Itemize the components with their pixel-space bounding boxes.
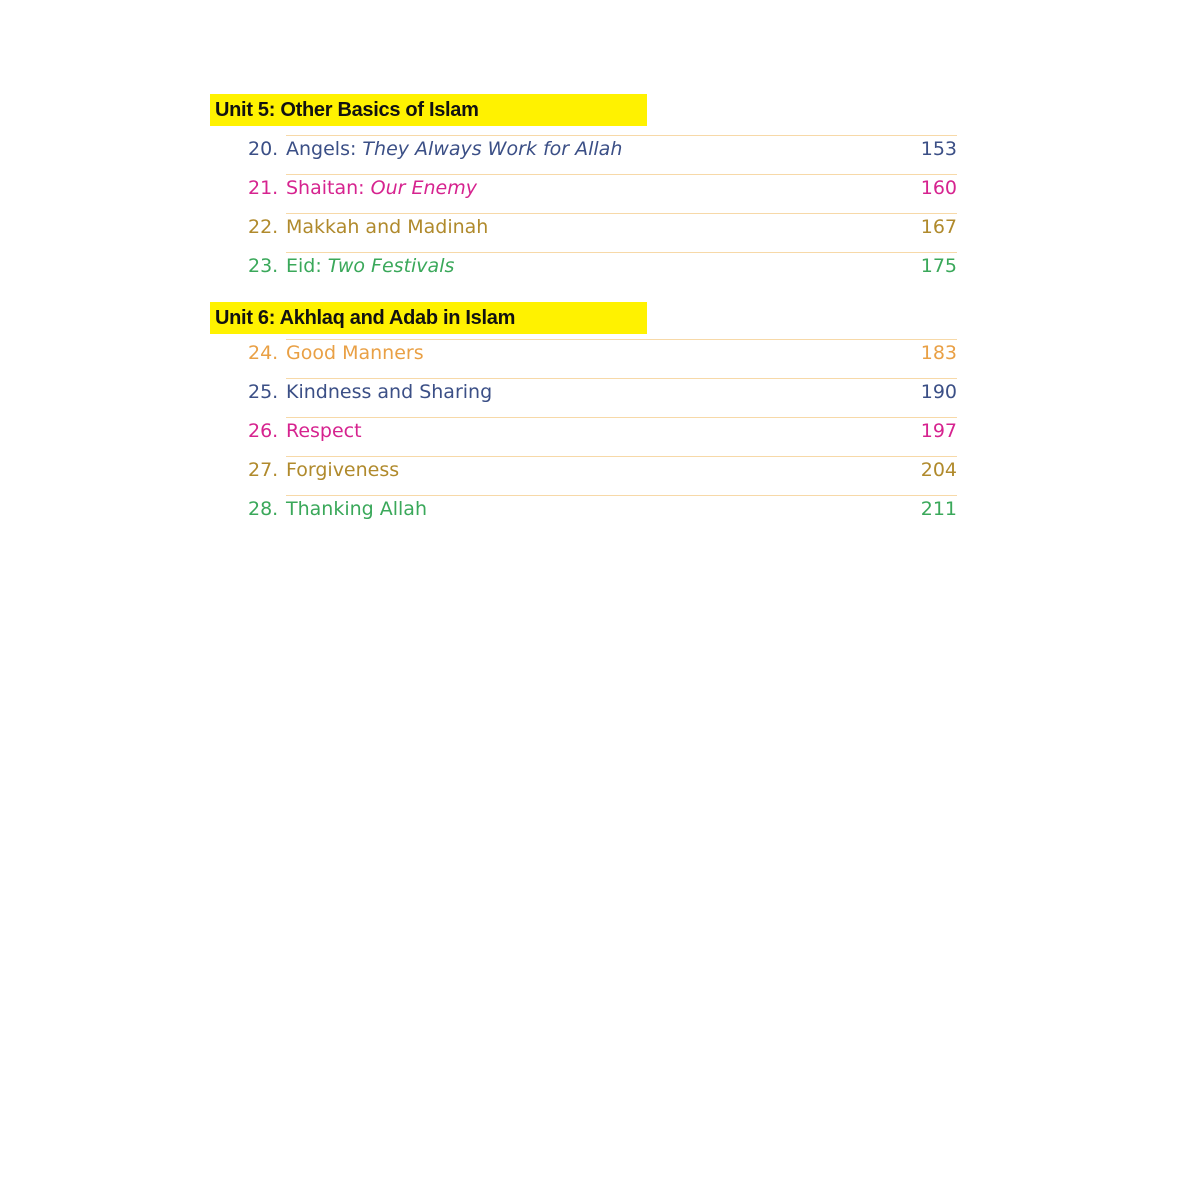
entry-page-number: 160 (920, 177, 957, 199)
entry-number: 21. (248, 177, 279, 199)
entry-title-main: Respect (286, 420, 362, 442)
entry-page-number: 190 (920, 381, 957, 403)
toc-entry[interactable] (210, 174, 970, 213)
entry-title-main: Good Manners (286, 342, 424, 364)
entry-divider (286, 213, 957, 214)
entry-number: 24. (248, 342, 279, 364)
toc-entry[interactable] (210, 213, 970, 252)
toc-entry[interactable] (210, 378, 970, 417)
entry-number: 23. (248, 255, 279, 277)
entry-number: 28. (248, 498, 279, 520)
unit-header: Unit 5: Other Basics of Islam (210, 94, 647, 126)
entry-number: 26. (248, 420, 279, 442)
entry-page-number: 167 (920, 216, 957, 238)
entry-divider (286, 495, 957, 496)
entry-title-main: Kindness and Sharing (286, 381, 493, 403)
entry-divider (286, 456, 957, 457)
entry-divider (286, 378, 957, 379)
toc-entry[interactable] (210, 495, 970, 534)
entry-divider (286, 174, 957, 175)
entry-title-main: Angels: (286, 138, 363, 160)
entry-title (286, 497, 427, 521)
entry-page-number: 183 (920, 342, 957, 364)
unit-header: Unit 6: Akhlaq and Adab in Islam (210, 302, 647, 334)
entry-title (286, 137, 622, 161)
toc-entry[interactable] (210, 135, 970, 174)
entry-title (286, 176, 477, 200)
entry-divider (286, 417, 957, 418)
toc-entry[interactable] (210, 456, 970, 495)
entry-page-number: 175 (920, 255, 957, 277)
entry-title-main: Eid: (286, 255, 328, 277)
entry-divider (286, 339, 957, 340)
entry-number: 27. (248, 459, 279, 481)
toc-entry[interactable] (210, 252, 970, 291)
entry-title (286, 254, 454, 278)
entry-title (286, 215, 488, 239)
toc-entry[interactable] (210, 339, 970, 378)
entry-subtitle: Two Festivals (327, 255, 455, 277)
entry-title-main: Makkah and Madinah (286, 216, 489, 238)
entry-number: 22. (248, 216, 279, 238)
entry-title (286, 458, 399, 482)
entry-title (286, 341, 424, 365)
entry-title (286, 380, 492, 404)
entry-subtitle: Our Enemy (370, 177, 477, 199)
entry-title (286, 419, 362, 443)
entry-page-number: 153 (920, 138, 957, 160)
entry-page-number: 197 (920, 420, 957, 442)
entry-title-main: Thanking Allah (286, 498, 427, 520)
entry-divider (286, 252, 957, 253)
entry-page-number: 211 (920, 498, 957, 520)
entry-number: 25. (248, 381, 279, 403)
unit-entries (210, 339, 970, 534)
entry-number: 20. (248, 138, 279, 160)
entry-title-main: Shaitan: (286, 177, 371, 199)
entry-subtitle: They Always Work for Allah (362, 138, 623, 160)
toc-entry[interactable] (210, 417, 970, 456)
entry-divider (286, 135, 957, 136)
unit-entries (210, 135, 970, 291)
entry-title-main: Forgiveness (286, 459, 400, 481)
entry-page-number: 204 (920, 459, 957, 481)
